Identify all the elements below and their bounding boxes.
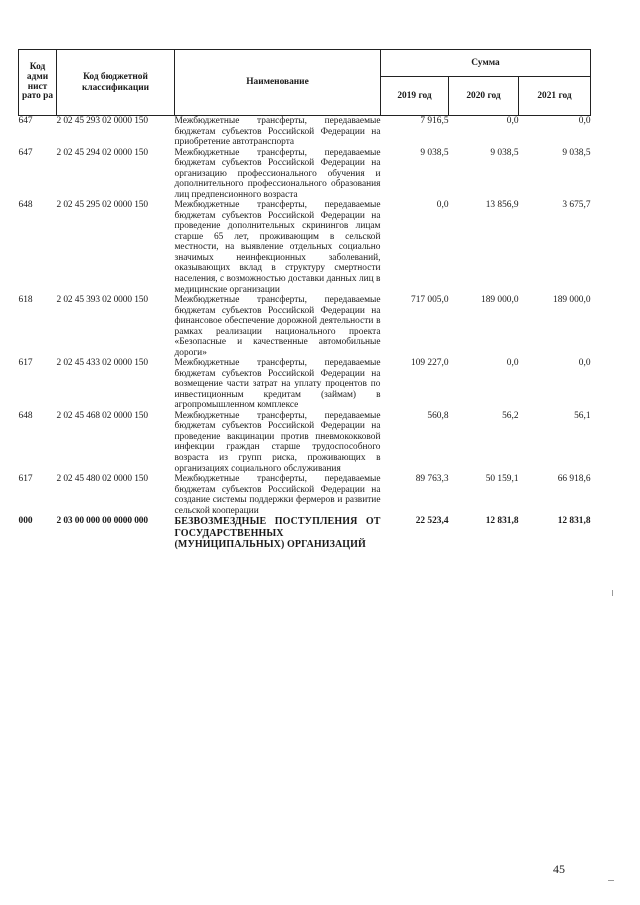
kbk-cell: 2 02 45 480 02 0000 150	[56, 474, 148, 485]
admin-code-cell: 000	[18, 516, 33, 527]
name-cell: БЕЗВОЗМЕЗДНЫЕ ПОСТУПЛЕНИЯ ОТ ГОСУДАРСТВЕННЫХ (МУНИЦИПАЛЬНЫХ) ОРГАНИЗАЦИЙ	[174, 516, 381, 551]
kbk-cell: 2 02 45 433 02 0000 150	[56, 358, 148, 369]
amount-2020-cell: 0,0	[506, 116, 519, 126]
amount-2019-cell: 9 038,5	[420, 147, 449, 158]
amount-2020-cell: 189 000,0	[481, 295, 519, 306]
header-year-2020: 2020 год	[449, 77, 519, 116]
admin-code-cell: 648	[18, 200, 33, 211]
scan-mark	[608, 880, 614, 881]
header-admin-code: Код адми нист рато ра	[19, 50, 57, 116]
table-row	[19, 358, 591, 411]
amount-2021-cell: 9 038,5	[562, 147, 591, 158]
admin-code-cell: 647	[18, 147, 33, 158]
header-year-2021: 2021 год	[519, 77, 591, 116]
scan-mark	[612, 590, 613, 596]
amount-2020-cell: 12 831,8	[485, 516, 519, 527]
amount-2021-cell: 189 000,0	[553, 295, 591, 306]
amount-2021-cell: 56,1	[574, 410, 591, 421]
amount-2021-cell: 3 675,7	[562, 200, 591, 211]
amount-2021-cell: 0,0	[578, 116, 591, 126]
amount-2021-cell: 12 831,8	[557, 516, 591, 527]
admin-code-cell: 618	[18, 295, 33, 306]
name-cell: Межбюджетные трансферты, передаваемые бюджетам субъектов Российской Федерации на организацию профессионального обучения и дополнительного профессионального образования лиц предпенсионного возраста	[174, 147, 381, 200]
kbk-cell: 2 02 45 468 02 0000 150	[56, 410, 148, 421]
name-cell: Межбюджетные трансферты, передаваемые бюджетам субъектов Российской Федерации на финансовое обеспечение дорожной деятельности в рамках реализации национального проекта «Безопасные и качественные автомобильные дороги»	[174, 295, 381, 358]
table-row	[19, 411, 591, 474]
amount-2021-cell: 66 918,6	[557, 474, 591, 485]
amount-2020-cell: 56,2	[502, 410, 519, 421]
amount-2019-cell: 0,0	[436, 200, 449, 211]
table-row	[19, 200, 591, 295]
admin-code-cell: 648	[18, 410, 33, 421]
amount-2021-cell: 0,0	[578, 358, 591, 369]
name-cell: Межбюджетные трансферты, передаваемые бюджетам субъектов Российской Федерации на создание системы поддержки фермеров и развитие сельской кооперации	[174, 474, 381, 516]
table-row	[19, 295, 591, 358]
kbk-cell: 2 03 00 000 00 0000 000	[56, 516, 148, 527]
amount-2020-cell: 50 159,1	[485, 474, 519, 485]
header-year-2019: 2019 год	[381, 77, 449, 116]
kbk-cell: 2 02 45 293 02 0000 150	[56, 116, 148, 126]
amount-2019-cell: 89 763,3	[415, 474, 449, 485]
kbk-cell: 2 02 45 295 02 0000 150	[56, 200, 148, 211]
name-cell: Межбюджетные трансферты, передаваемые бюджетам субъектов Российской Федерации на проведение вакцинации против пневмококковой инфекции граждан старше трудоспособного возраста из групп риска, проживающих в организациях социального обслуживания	[174, 410, 381, 474]
admin-code-cell: 647	[18, 116, 33, 126]
header-name: Наименование	[175, 50, 381, 116]
budget-table	[18, 49, 591, 551]
page-number: 45	[553, 862, 565, 876]
table-row	[19, 116, 591, 148]
table-row-total	[19, 516, 591, 551]
amount-2019-cell: 717 005,0	[411, 295, 449, 306]
header-sum: Сумма	[381, 50, 591, 77]
kbk-cell: 2 02 45 294 02 0000 150	[56, 147, 148, 158]
amount-2020-cell: 13 856,9	[485, 200, 519, 211]
name-cell: Межбюджетные трансферты, передаваемые бюджетам субъектов Российской Федерации на возмещение части затрат на уплату процентов по инвестиционным кредитам (займам) в агропромышленном комплексе	[174, 358, 381, 411]
name-cell: Межбюджетные трансферты, передаваемые бюджетам субъектов Российской Федерации на приобретение автотранспорта	[174, 116, 381, 148]
name-cell: Межбюджетные трансферты, передаваемые бюджетам субъектов Российской Федерации на проведение дополнительных скринингов лицам старше 65 лет, проживающим в сельской местности, на выявление отдельных социально значимых неинфекционных заболеваний, оказывающих вклад в структуру смертности населения, с возможностью доставки данных лиц в медицинские организации	[174, 200, 381, 295]
table-row	[19, 474, 591, 516]
amount-2019-cell: 22 523,4	[415, 516, 449, 527]
amount-2020-cell: 9 038,5	[490, 147, 519, 158]
kbk-cell: 2 02 45 393 02 0000 150	[56, 295, 148, 306]
amount-2019-cell: 109 227,0	[411, 358, 449, 369]
header-kbk: Код бюджетной классификации	[57, 50, 175, 116]
admin-code-cell: 617	[18, 474, 33, 485]
amount-2019-cell: 7 916,5	[420, 116, 449, 126]
admin-code-cell: 617	[18, 358, 33, 369]
table-row	[19, 148, 591, 201]
amount-2020-cell: 0,0	[506, 358, 519, 369]
amount-2019-cell: 560,8	[427, 410, 449, 421]
